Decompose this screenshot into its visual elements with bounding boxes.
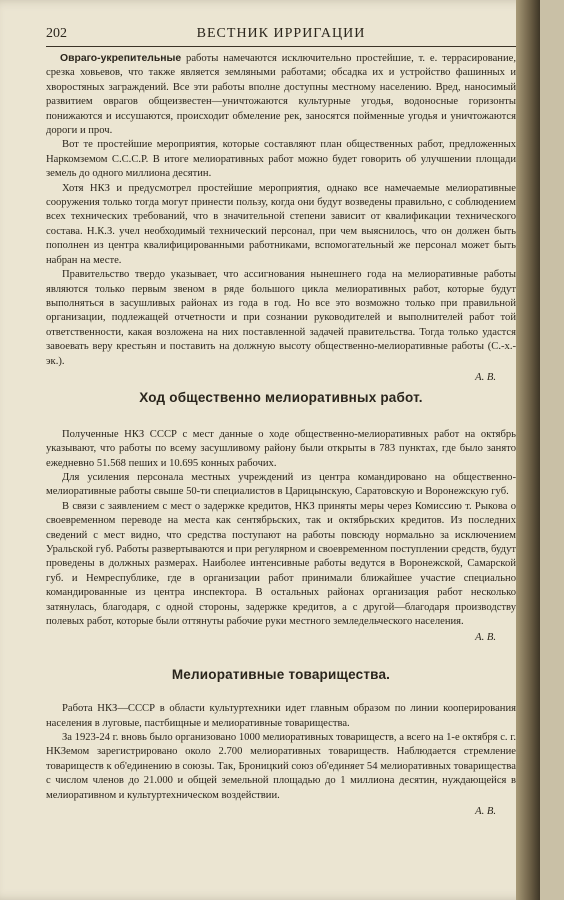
paragraph: Полученные НКЗ СССР с мест данные о ходе общественно-мелиоративных работ на октябрь указывают, что работы по всему засушливому району были открыты в 783 пунктах, где было занято ежедневно 51.568 пеших и 10.695 конных рабочих. — [46, 428, 516, 469]
paragraph: Вот те простейшие мероприятия, которые составляют план общественных работ, предложенных Наркомземом С.С.С.Р. В итоге мелиоративных работ можно будет говорить об улучшении площади земель до одного миллиона десятин. — [46, 139, 516, 180]
signature: А. В. — [475, 371, 496, 383]
signature: А. В. — [475, 806, 496, 818]
paragraph: Для усиления персонала местных учреждений из центра командировано на общественно-мелиоративные работы свыше 50-ти специалистов в Царицынскую, Саратовскую и Воронежскую губ. — [46, 471, 516, 498]
paragraph-text: работы намечаются исключительно простейшие, т. е. террасирование, срезка ховьевов, что также является земляными работами; обсадка их и устройство фашинных и хворостяных заграждений. Все эти работы вполне доступны местному населению. Вред, наносимый развитием оврагов общеизвестен—уничтожаются культурные угодья, водоносные горизонты понижаются и иссушаются, происходит обмеление рек, заносятся поймeнные угодья и уничтожаются дороги и проч. — [46, 53, 516, 137]
paragraph: Хотя НКЗ и предусмотрел простейшие мероприятия, однако все намечаемые мелиоративные сооружения только тогда могут принести пользу, когда они будут возведены правильно, с соблюдением всех технических требований, что в значительной степени зависит от квалификации технического состава. Н.К.З. учел необходимый технический персонал, при чем выяснилось, что он должен быть пополнен из центра квалифицированными работниками, вспомогательный же персонал может быть набран на месте. — [46, 182, 516, 266]
paragraph: Правительство твердо указывает, что ассигнования нынешнего года на мелиоративные работы являются только первым звеном в ряде большого цикла мелиоративных работ, которые будут выполняться в засушливых районах из года в год. Но все это возможно только при правильной организации, подлежащей отчетности и при сознании руководителей и выполнителей работ той ответственности, какая возложена на них поставленной задачей правительства. Тогда только удастся завоевать веру крестьян и поставить на должную высоту общественно-мелиоративные работы (С.-х.-эк.). — [46, 269, 516, 367]
page-content — [46, 52, 516, 820]
signature: А. В. — [475, 632, 496, 644]
paragraph — [46, 52, 516, 138]
running-title: ВЕСТНИК ИРРИГАЦИИ — [196, 26, 366, 41]
page-number: 202 — [46, 26, 67, 41]
page-header — [46, 24, 516, 47]
page-edge-shadow — [516, 0, 540, 900]
paragraph: Работа НКЗ—СССР в области культуртехники идет главным образом по линии кооперирования населения в луговые, пастбищные и мелиоративные товарищества. — [46, 703, 516, 729]
section-heading: Мелиоративные товарищества. — [171, 666, 391, 682]
paragraph: В связи с заявлением с мест о задержке кредитов, НКЗ приняты меры через Комиссию т. Рыкова о своевременном переводе на места как сентябрьских, так и октябрьских кредитов. Из последних сведений с мест видно, что средства поступают на работы повсюду нормально за исключением Уральской губ. Работы развертываются и при регулярном и своевременном поступлении средств, будут проведены в должных размерах. Наиболее интенсивные работы ведутся в Воронежской, Самарской губ. и Немреспублике, где в организации работ принимали ближайшее участие специально командированные из центра инспектора. В остальных районах организация работ несколько затянулась, благодаря, с одной стороны, задержке кредитов, а с другой—благодаря производству полевых работ, которые были оттянуты рабочие руки местного земледельческого населения. — [46, 500, 516, 628]
section-heading: Ход общественно мелиоративных работ. — [139, 390, 423, 406]
paragraph: За 1923-24 г. вновь было организовано 1000 мелиоративных товариществ, а всего на 1-е октября с. г. НКЗемом зарегистрировано около 2.700 мелиоративных товариществ. Наблюдается стремление товариществ к об'единению в союзы. Так, Броницкий союз об'единяет 54 мелиоративных товарищества с числом членов до 21.000 и общей земельной площадью до 1 миллиона десятин, нуждающейся в мелиоративном и культуртехническом воздействии. — [46, 732, 516, 801]
lead-phrase: Оврaго-укрепительные — [60, 53, 182, 64]
